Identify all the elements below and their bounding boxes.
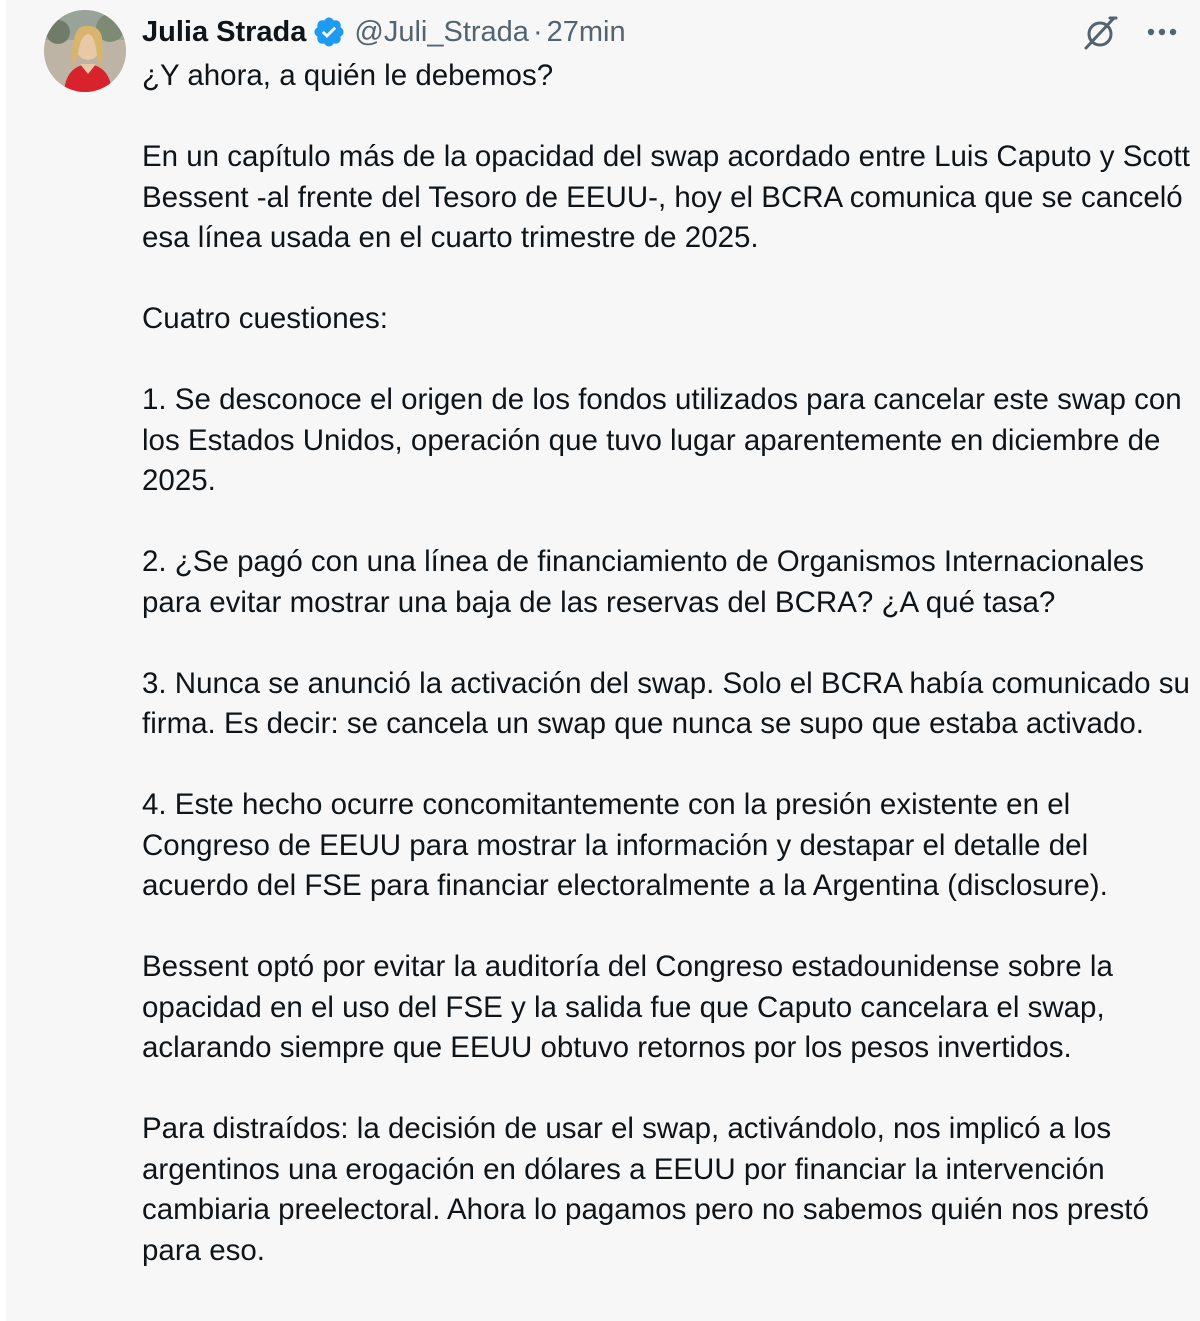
tweet-paragraph: Para distraídos: la decisión de usar el swap, activándolo, nos implicó a los argentinos una erogación en dólares a EEUU por financiar la intervención cambiaria preelectoral. Ahora lo pagamos pero no sabemos quién nos prestó para eso.	[142, 1112, 1149, 1267]
author-name[interactable]: Julia Strada	[142, 15, 307, 48]
tweet-paragraph: En un capítulo más de la opacidad del swap acordado entre Luis Caputo y Scott Bessent -al frente del Tesoro de EEUU-, hoy el BCRA comunica que se canceló esa línea usada en el cuarto trimestre de 2025.	[142, 140, 1190, 254]
more-options-icon[interactable]	[1142, 12, 1182, 52]
tweet-paragraph: ¿Y ahora, a quién le debemos?	[142, 59, 554, 92]
tweet-timestamp[interactable]: 27min	[546, 15, 626, 48]
author-handle[interactable]: @Juli_Strada	[354, 15, 529, 48]
tweet-paragraph: Cuatro cuestiones:	[142, 302, 388, 335]
tweet-paragraph: 1. Se desconoce el origen de los fondos utilizados para cancelar este swap con los Estados Unidos, operación que tuvo lugar aparentemente en diciembre de 2025.	[142, 383, 1182, 497]
tweet-header	[142, 12, 626, 52]
separator-dot: ·	[532, 15, 543, 48]
tweet-paragraph: Bessent optó por evitar la auditoría del Congreso estadounidense sobre la opacidad en el uso del FSE y la salida fue que Caputo cancelara el swap, aclarando siempre que EEUU obtuvo retornos por los pesos invertidos.	[142, 950, 1113, 1064]
tweet-paragraph: 4. Este hecho ocurre concomitantemente con la presión existente en el Congreso de EEUU para mostrar la información y destapar el detalle del acuerdo del FSE para financiar electoralmente a la Argentina (disclosure).	[142, 788, 1108, 902]
verified-badge-icon[interactable]	[312, 15, 346, 49]
tweet-text	[142, 56, 1200, 1312]
tweet-actions	[1080, 12, 1182, 52]
tweet-paragraph: 3. Nunca se anunció la activación del swap. Solo el BCRA había comunicado su firma. Es decir: se cancela un swap que nunca se supo que estaba activado.	[142, 666, 1190, 740]
avatar-photo	[44, 10, 126, 92]
tweet-paragraph: 2. ¿Se pagó con una línea de financiamiento de Organismos Internacionales para evitar mostrar una baja de las reservas del BCRA? ¿A qué tasa?	[142, 545, 1144, 619]
grok-icon[interactable]	[1080, 12, 1120, 52]
author-avatar[interactable]	[44, 10, 126, 92]
